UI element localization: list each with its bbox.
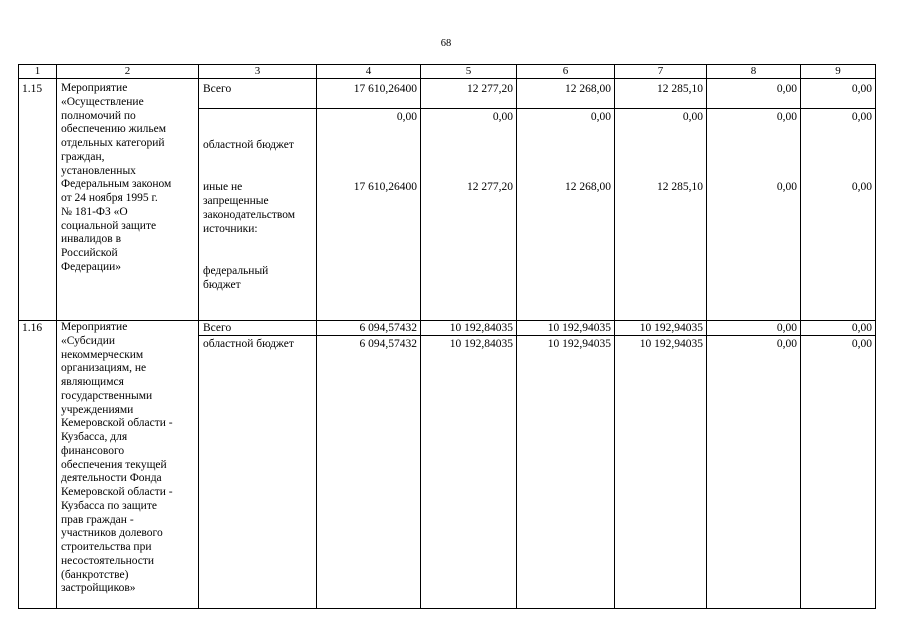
header-row: [19, 65, 876, 79]
column-header: 6: [517, 65, 615, 79]
value: 17 610,26400: [353, 181, 417, 193]
row-number-cell: 1.16: [19, 321, 57, 609]
value-cell: [517, 109, 615, 321]
source-name: областной бюджет: [203, 139, 294, 151]
value-cell: 0,00: [707, 321, 801, 336]
value-cell: [615, 109, 707, 321]
value: 0,00: [776, 111, 797, 123]
value-cell: [421, 109, 517, 321]
value: 0,00: [851, 111, 872, 123]
value: 0,00: [590, 111, 611, 123]
value-cell: 12 277,20: [421, 79, 517, 109]
value-cell: [801, 109, 876, 321]
column-header: 4: [317, 65, 421, 79]
value: 12 277,20: [467, 181, 513, 193]
value: 0,00: [776, 181, 797, 193]
value: 0,00: [396, 111, 417, 123]
value: 0,00: [851, 181, 872, 193]
value-cell: 10 192,94035: [517, 336, 615, 609]
value-cell: 6 094,57432: [317, 321, 421, 336]
value-cell: 17 610,26400: [317, 79, 421, 109]
description-cell: Мероприятие «Субсидии некоммерческим организациям, не являющимся государственными учреждениями Кемеровской области - Кузбасса, для финансового обеспечения текущей деятельности Фонда Кемеровской области - Кузбасса по защите прав граждан - участников долевого строительства при несостоятельности (банкротстве) застройщиков»: [57, 321, 199, 609]
column-header: 3: [199, 65, 317, 79]
value: 12 268,00: [565, 181, 611, 193]
source-name: иные не запрещенные законодательством источники:: [203, 181, 296, 235]
table-row: [19, 79, 876, 109]
value-cell: 0,00: [801, 321, 876, 336]
column-header: 2: [57, 65, 199, 79]
value-cell: 0,00: [707, 79, 801, 109]
value-cell: [317, 109, 421, 321]
value-cell: 0,00: [707, 336, 801, 609]
source-cell: [199, 109, 317, 321]
source-name: федеральный бюджет: [203, 265, 269, 291]
row-number-cell: 1.15: [19, 79, 57, 321]
value-cell: 0,00: [801, 336, 876, 609]
value-cell: 10 192,84035: [421, 336, 517, 609]
source-cell: Всего: [199, 321, 317, 336]
source-cell: Всего: [199, 79, 317, 109]
value-cell: [707, 109, 801, 321]
page-number: 68: [440, 38, 452, 49]
column-header: 7: [615, 65, 707, 79]
value-cell: 10 192,94035: [615, 321, 707, 336]
value: 12 285,10: [657, 181, 703, 193]
value-cell: 10 192,94035: [615, 336, 707, 609]
description-cell: Мероприятие «Осуществление полномочий по обеспечению жильем отдельных категорий граждан, установленных Федеральным законом от 24 ноября 1995 г. № 181-ФЗ «О социальной защите инвалидов в Российской Федерации»: [57, 79, 199, 321]
value: 0,00: [682, 111, 703, 123]
value-cell: 12 285,10: [615, 79, 707, 109]
value-cell: 10 192,84035: [421, 321, 517, 336]
value: 0,00: [492, 111, 513, 123]
value-cell: 0,00: [801, 79, 876, 109]
column-header: 5: [421, 65, 517, 79]
value-cell: 10 192,94035: [517, 321, 615, 336]
value-cell: 6 094,57432: [317, 336, 421, 609]
budget-table: [18, 64, 876, 609]
column-header: 1: [19, 65, 57, 79]
value-cell: 12 268,00: [517, 79, 615, 109]
source-cell: областной бюджет: [199, 336, 317, 609]
column-header: 8: [707, 65, 801, 79]
table-row: [19, 321, 876, 336]
column-header: 9: [801, 65, 876, 79]
